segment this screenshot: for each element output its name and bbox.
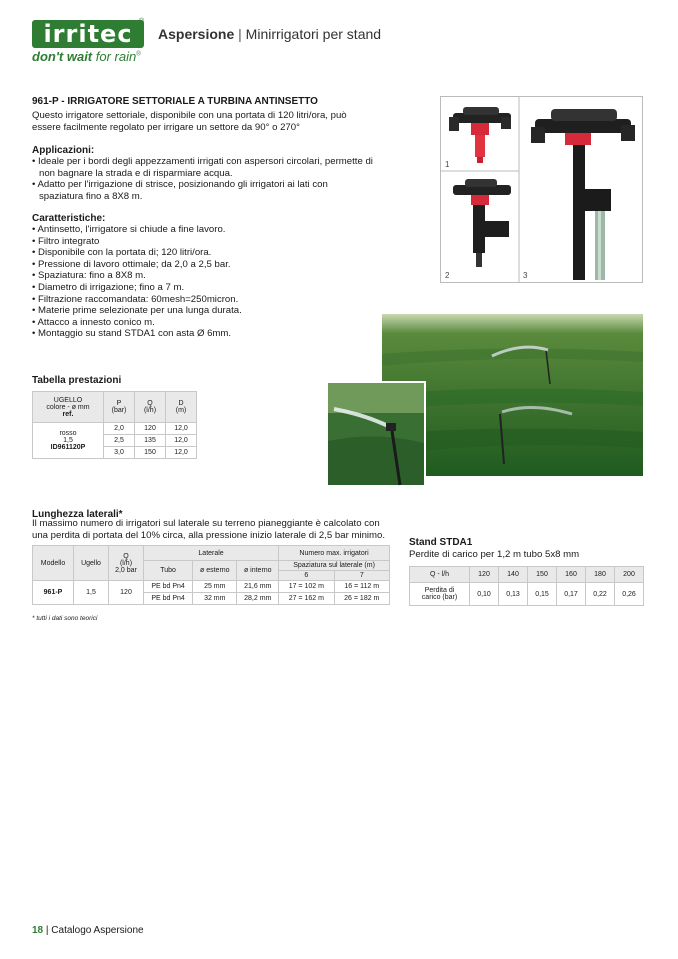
sprinkler-head-photo <box>449 107 511 163</box>
spacing-7-cell: 26 = 182 m <box>334 593 389 605</box>
ext-diam-header: ø esterno <box>193 561 237 581</box>
list-item: • Adatto per l'irrigazione di strisce, posizionando gli irrigatori ai lati con spaziatura fino a 8X8 m. <box>32 179 374 202</box>
logo-registered-mark: ® <box>139 18 145 25</box>
photo-label-3: 3 <box>523 271 528 280</box>
nozzle-header: Ugello <box>74 546 109 581</box>
flow-unit: (l/h) <box>143 407 157 414</box>
diameter-unit: (m) <box>175 407 187 414</box>
list-item: • Diametro di irrigazione; fino a 7 m. <box>32 282 374 294</box>
flow-unit: (l/h) <box>119 559 133 567</box>
nozzle-ref: ID961120P <box>50 444 86 451</box>
list-item: • Filtro integrato <box>32 236 374 248</box>
model-cell: 961-P <box>33 581 74 605</box>
ext-diam-cell: 25 mm <box>193 581 237 593</box>
nozzle-header-line1: UGELLO <box>53 396 83 404</box>
nozzle-cell <box>33 423 104 459</box>
flow-cell: 120 <box>135 423 166 435</box>
photo-label-2: 2 <box>445 271 450 280</box>
int-diam-cell: 28,2 mm <box>237 593 279 605</box>
nozzle-header-line3: ref. <box>62 410 74 418</box>
footnote: * tutti i dati sono teorici <box>32 615 98 622</box>
spacing-header: Spaziatura sul laterale (m) <box>279 561 390 571</box>
stand-title: Stand STDA1 <box>409 537 473 548</box>
flow-label: Q <box>123 552 129 560</box>
applications-section <box>32 145 374 202</box>
flow-pressure: 2,0 bar <box>115 566 137 574</box>
lateral-header: Laterale <box>144 546 279 561</box>
laterals-title: Lunghezza laterali* <box>32 509 123 520</box>
flow-value-cell: 200 <box>615 567 644 583</box>
product-photo-grid <box>440 96 643 283</box>
pressure-cell: 3,0 <box>104 447 135 459</box>
nozzle-size: 1,5 <box>63 437 73 444</box>
footer-separator: | <box>45 925 49 936</box>
product-description: Questo irrigatore settoriale, disponibile con una portata di 120 litri/ora, può essere facilmente regolato per irrigare un settore da 90° o 270° <box>32 110 347 133</box>
loss-value-cell: 0,17 <box>557 583 586 606</box>
stand-loss-table <box>409 566 644 606</box>
table-header-row <box>33 392 197 423</box>
flow-cell: 120 <box>109 581 144 605</box>
diameter-cell: 12,0 <box>166 435 197 447</box>
photo-label-1: 1 <box>445 160 450 169</box>
brand-logo: irritec <box>32 20 144 48</box>
spacing-6-header: 6 <box>279 571 334 581</box>
loss-label-line2: carico (bar) <box>421 594 458 601</box>
diameter-cell: 12,0 <box>166 447 197 459</box>
features-section <box>32 213 374 340</box>
applications-list <box>32 156 374 202</box>
nozzle-color: rosso <box>59 430 77 437</box>
tagline-rest: for rain <box>95 49 137 64</box>
flow-value-cell: 180 <box>586 567 615 583</box>
header-separator: | <box>238 26 242 42</box>
flow-label-cell: Q - l/h <box>410 567 470 583</box>
table-row <box>33 423 197 435</box>
pressure-cell: 2,5 <box>104 435 135 447</box>
flow-value-cell: 150 <box>528 567 557 583</box>
catalog-name: Catalogo Aspersione <box>51 925 144 936</box>
flow-value-cell: 140 <box>499 567 528 583</box>
list-item: • Disponibile con la portata di; 120 litri/ora. <box>32 247 374 259</box>
list-item: • Filtrazione raccomandata: 60mesh=250micron. <box>32 294 374 306</box>
features-list <box>32 224 374 340</box>
pressure-cell: 2,0 <box>104 423 135 435</box>
diameter-header <box>166 392 197 423</box>
subsection-name: Minirrigatori per stand <box>245 26 382 42</box>
pressure-unit: (bar) <box>111 407 127 414</box>
spacing-7-cell: 16 = 112 m <box>334 581 389 593</box>
loss-value-cell: 0,22 <box>586 583 615 606</box>
product-title: 961-P - IRRIGATORE SETTORIALE A TURBINA ANTINSETTO <box>32 96 318 107</box>
tube-cell: PE bd Pn4 <box>144 581 193 593</box>
ext-diam-cell: 32 mm <box>193 593 237 605</box>
loss-label-line1: Perdita di <box>424 587 455 594</box>
loss-label-cell <box>410 583 470 606</box>
sprinkler-closeup-photo <box>326 381 426 487</box>
laterals-description: Il massimo numero di irrigatori sul laterale su terreno pianeggiante è calcolato con una perdita di portata del 10% circa, alla pressione inizio laterale di 2,5 bar minimo. <box>32 518 386 541</box>
sprinkler-stand-photo <box>531 109 635 280</box>
tube-header: Tubo <box>144 561 193 581</box>
performance-table <box>32 391 197 459</box>
int-diam-cell: 21,6 mm <box>237 581 279 593</box>
performance-title: Tabella prestazioni <box>32 375 122 386</box>
flow-label: Q <box>147 400 153 407</box>
pressure-header <box>104 392 135 423</box>
loss-value-cell: 0,10 <box>470 583 499 606</box>
spacing-6-cell: 27 = 162 m <box>279 593 334 605</box>
int-diam-header: ø interno <box>237 561 279 581</box>
stand-subtitle: Perdite di carico per 1,2 m tubo 5x8 mm <box>409 549 580 560</box>
table-row <box>33 581 390 593</box>
features-title: Caratteristiche: <box>32 213 106 224</box>
max-sprinklers-header: Numero max. irrigatori <box>279 546 390 561</box>
spacing-6-cell: 17 = 102 m <box>279 581 334 593</box>
loss-value-cell: 0,13 <box>499 583 528 606</box>
nozzle-cell: 1,5 <box>74 581 109 605</box>
nozzle-header-line2: colore - ø mm <box>46 403 90 411</box>
spacing-7-header: 7 <box>334 571 389 581</box>
brand-tagline <box>32 49 141 64</box>
flow-value-cell: 120 <box>470 567 499 583</box>
tube-cell: PE bd Pn4 <box>144 593 193 605</box>
flow-value-cell: 160 <box>557 567 586 583</box>
tagline-bold: don't wait <box>32 49 93 64</box>
flow-cell: 150 <box>135 447 166 459</box>
table-row <box>410 583 644 606</box>
laterals-table <box>32 545 390 605</box>
applications-title: Applicazioni: <box>32 145 95 156</box>
section-name: Aspersione <box>158 26 235 42</box>
diameter-label: D <box>178 400 184 407</box>
list-item: • Spaziatura: fino a 8X8 m. <box>32 270 374 282</box>
page-footer <box>32 925 144 936</box>
page-header-title <box>158 26 381 42</box>
diameter-cell: 12,0 <box>166 423 197 435</box>
pressure-label: P <box>116 400 122 407</box>
loss-value-cell: 0,26 <box>615 583 644 606</box>
list-item: • Ideale per i bordi degli appezzamenti irrigati con aspersori circolari, permette di non bagnare la strada e di risparmiare acqua. <box>32 156 374 179</box>
list-item: • Montaggio su stand STDA1 con asta Ø 6mm. <box>32 328 374 340</box>
flow-header <box>135 392 166 423</box>
tagline-mark: ® <box>136 51 141 58</box>
model-header: Modello <box>33 546 74 581</box>
list-item: • Attacco a innesto conico m. <box>32 317 374 329</box>
sprinkler-adapter-photo <box>453 179 511 267</box>
flow-cell: 135 <box>135 435 166 447</box>
flow-header <box>109 546 144 581</box>
list-item: • Antinsetto, l'irrigatore si chiude a fine lavoro. <box>32 224 374 236</box>
page-number: 18 <box>32 925 44 936</box>
loss-value-cell: 0,15 <box>528 583 557 606</box>
table-header-row <box>410 567 644 583</box>
nozzle-header <box>33 392 104 423</box>
table-header-row <box>33 546 390 561</box>
list-item: • Pressione di lavoro ottimale; da 2,0 a 2,5 bar. <box>32 259 374 271</box>
list-item: • Materie prime selezionate per una lunga durata. <box>32 305 374 317</box>
